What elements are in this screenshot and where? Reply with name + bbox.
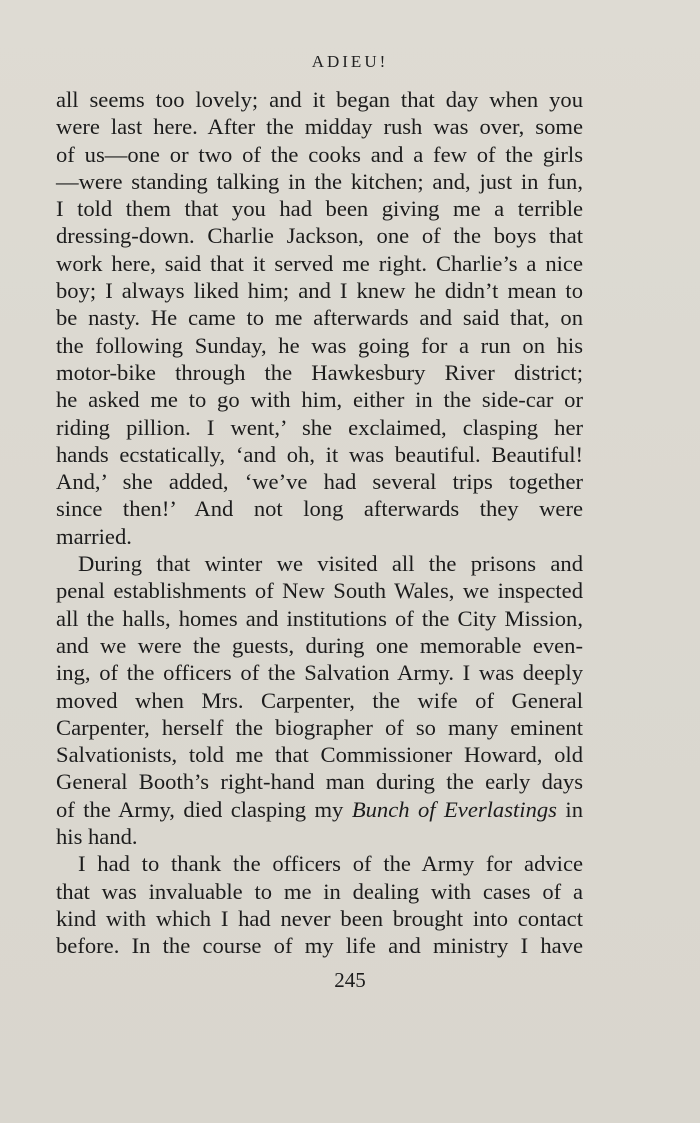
body-text <box>56 86 583 960</box>
text-line: kind with which I had never been brought into contact <box>56 905 583 931</box>
text-line: riding pillion. I went,’ she exclaimed, clasping her <box>56 414 583 440</box>
text-line: moved when Mrs. Carpenter, the wife of General <box>56 687 583 713</box>
text-line: before. In the course of my life and ministry I have <box>56 933 583 959</box>
text-line: he asked me to go with him, either in the side-car or <box>56 387 583 413</box>
text-line <box>56 796 583 823</box>
text-line: be nasty. He came to me afterwards and said that, on <box>56 305 583 331</box>
text-line: work here, said that it served me right. Charlie’s a nice <box>56 250 583 276</box>
text-line: were last here. After the midday rush was over, some <box>56 114 583 140</box>
text-line: of us—one or two of the cooks and a few of the girls <box>56 141 583 167</box>
text-line: General Booth’s right-hand man during the early days <box>56 769 583 795</box>
book-title-italic: Bunch of Everlastings <box>351 796 557 822</box>
text-line: Salvationists, told me that Commissioner Howard, old <box>56 742 583 768</box>
text-line: the following Sunday, he was going for a run on his <box>56 332 583 358</box>
text-line: hands ecstatically, ‘and oh, it was beautiful. Beautiful! <box>56 441 583 467</box>
text-line: penal establishments of New South Wales, we inspected <box>56 578 583 604</box>
text-line: his hand. <box>56 824 138 850</box>
text-line: Carpenter, herself the biographer of so many eminent <box>56 714 583 740</box>
text-line: married. <box>56 523 132 549</box>
text-line: I told them that you had been giving me a terrible <box>56 196 583 222</box>
paragraph-start-line: During that winter we visited all the prisons and <box>78 551 583 577</box>
text-line: that was invaluable to me in dealing with cases of a <box>56 878 583 904</box>
text-segment: of the Army, died clasping my <box>56 796 352 822</box>
paragraph-start-line: I had to thank the officers of the Army for advice <box>78 851 583 877</box>
text-line: And,’ she added, ‘we’ve had several trips together <box>56 469 583 495</box>
text-line: and we were the guests, during one memorable even- <box>56 632 583 658</box>
text-line: ing, of the officers of the Salvation Army. I was deeply <box>56 660 583 686</box>
running-head: ADIEU! <box>311 52 389 71</box>
text-line: boy; I always liked him; and I knew he didn’t mean to <box>56 278 583 304</box>
text-segment: in <box>556 796 583 822</box>
text-line: since then!’ And not long afterwards they were <box>56 496 583 522</box>
text-line: —were standing talking in the kitchen; and, just in fun, <box>56 168 583 194</box>
text-line: all the halls, homes and institutions of the City Mission, <box>56 605 583 631</box>
text-line: all seems too lovely; and it began that day when you <box>56 87 583 112</box>
text-line: dressing-down. Charlie Jackson, one of the boys that <box>56 223 583 249</box>
text-line: motor-bike through the Hawkesbury River district; <box>56 359 583 385</box>
page-number: 245 <box>334 968 366 992</box>
